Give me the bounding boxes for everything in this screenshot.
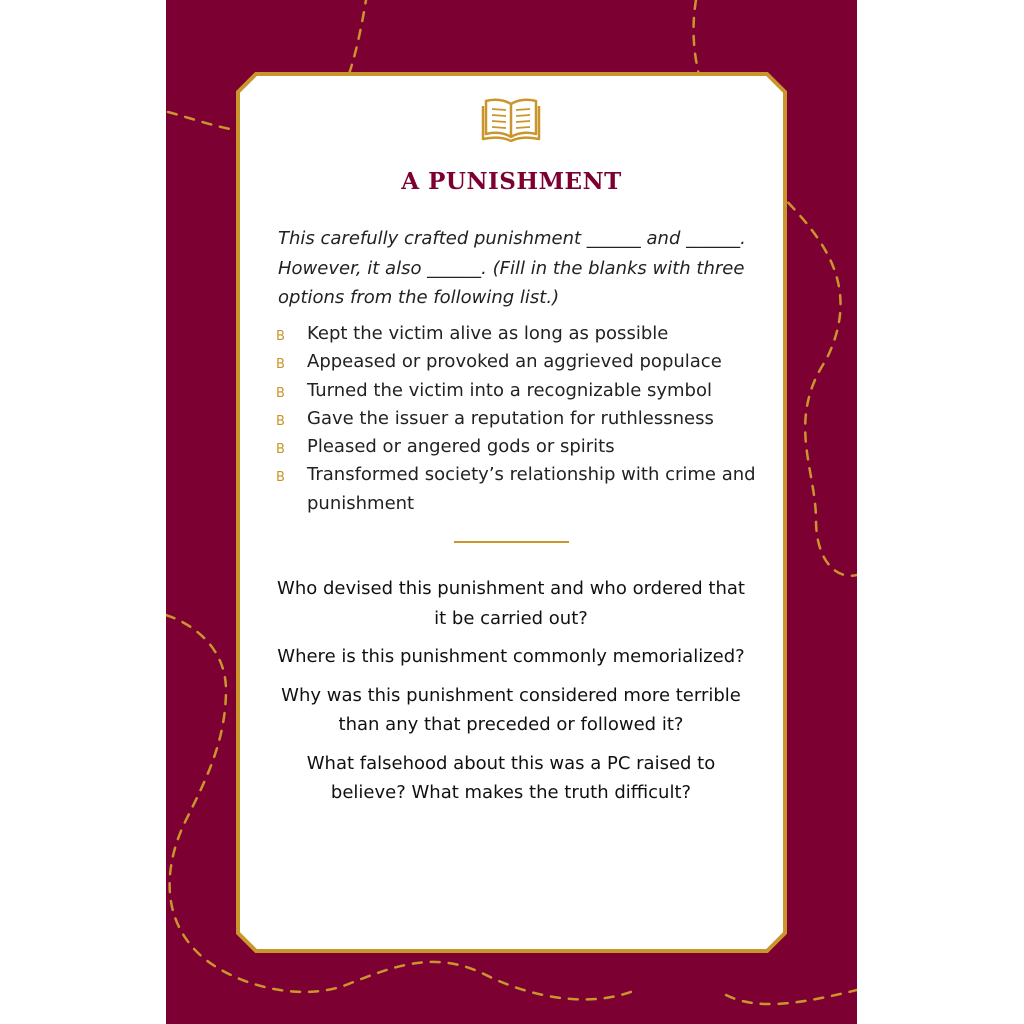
list-item <box>276 433 756 461</box>
option-text: Kept the victim alive as long as possible <box>307 323 669 344</box>
option-text: Gave the issuer a reputation for ruthlessness <box>307 407 714 429</box>
list-item <box>276 320 756 348</box>
bullet-icon: B <box>276 329 285 344</box>
option-text: Turned the victim into a recognizable symbol <box>307 379 712 401</box>
bullet-icon: B <box>276 470 285 486</box>
open-book-icon <box>481 96 541 142</box>
list-item <box>276 377 756 405</box>
bullet-icon: B <box>276 413 285 429</box>
list-item <box>276 461 756 518</box>
bullet-icon: B <box>276 442 285 458</box>
list-item <box>276 348 756 376</box>
bullet-icon: B <box>276 357 285 373</box>
question-text: What falsehood about this was a PC raised to believe? What makes the truth difficult? <box>306 752 716 803</box>
question-text: Where is this punishment commonly memorialized? <box>277 646 745 667</box>
card-title: A PUNISHMENT <box>401 168 622 195</box>
option-text: Transformed society’s relationship with crime and punishment <box>307 464 756 514</box>
option-text: Pleased or angered gods or spirits <box>307 436 615 458</box>
question-text: Why was this punishment considered more terrible than any that preceded or followed it? <box>281 684 741 735</box>
section-divider <box>454 541 569 543</box>
options-list <box>276 320 756 518</box>
content-card <box>236 72 787 953</box>
bullet-icon: B <box>276 385 285 401</box>
question-text: Who devised this punishment and who ordered that it be carried out? <box>277 578 745 629</box>
list-item <box>276 405 756 433</box>
option-text: Appeased or provoked an aggrieved populace <box>307 351 722 373</box>
intro-text: This carefully crafted punishment ______ and ______. However, it also ______. (Fill in the blanks with three options from the following list.) <box>278 228 746 308</box>
questions-section <box>276 574 746 817</box>
